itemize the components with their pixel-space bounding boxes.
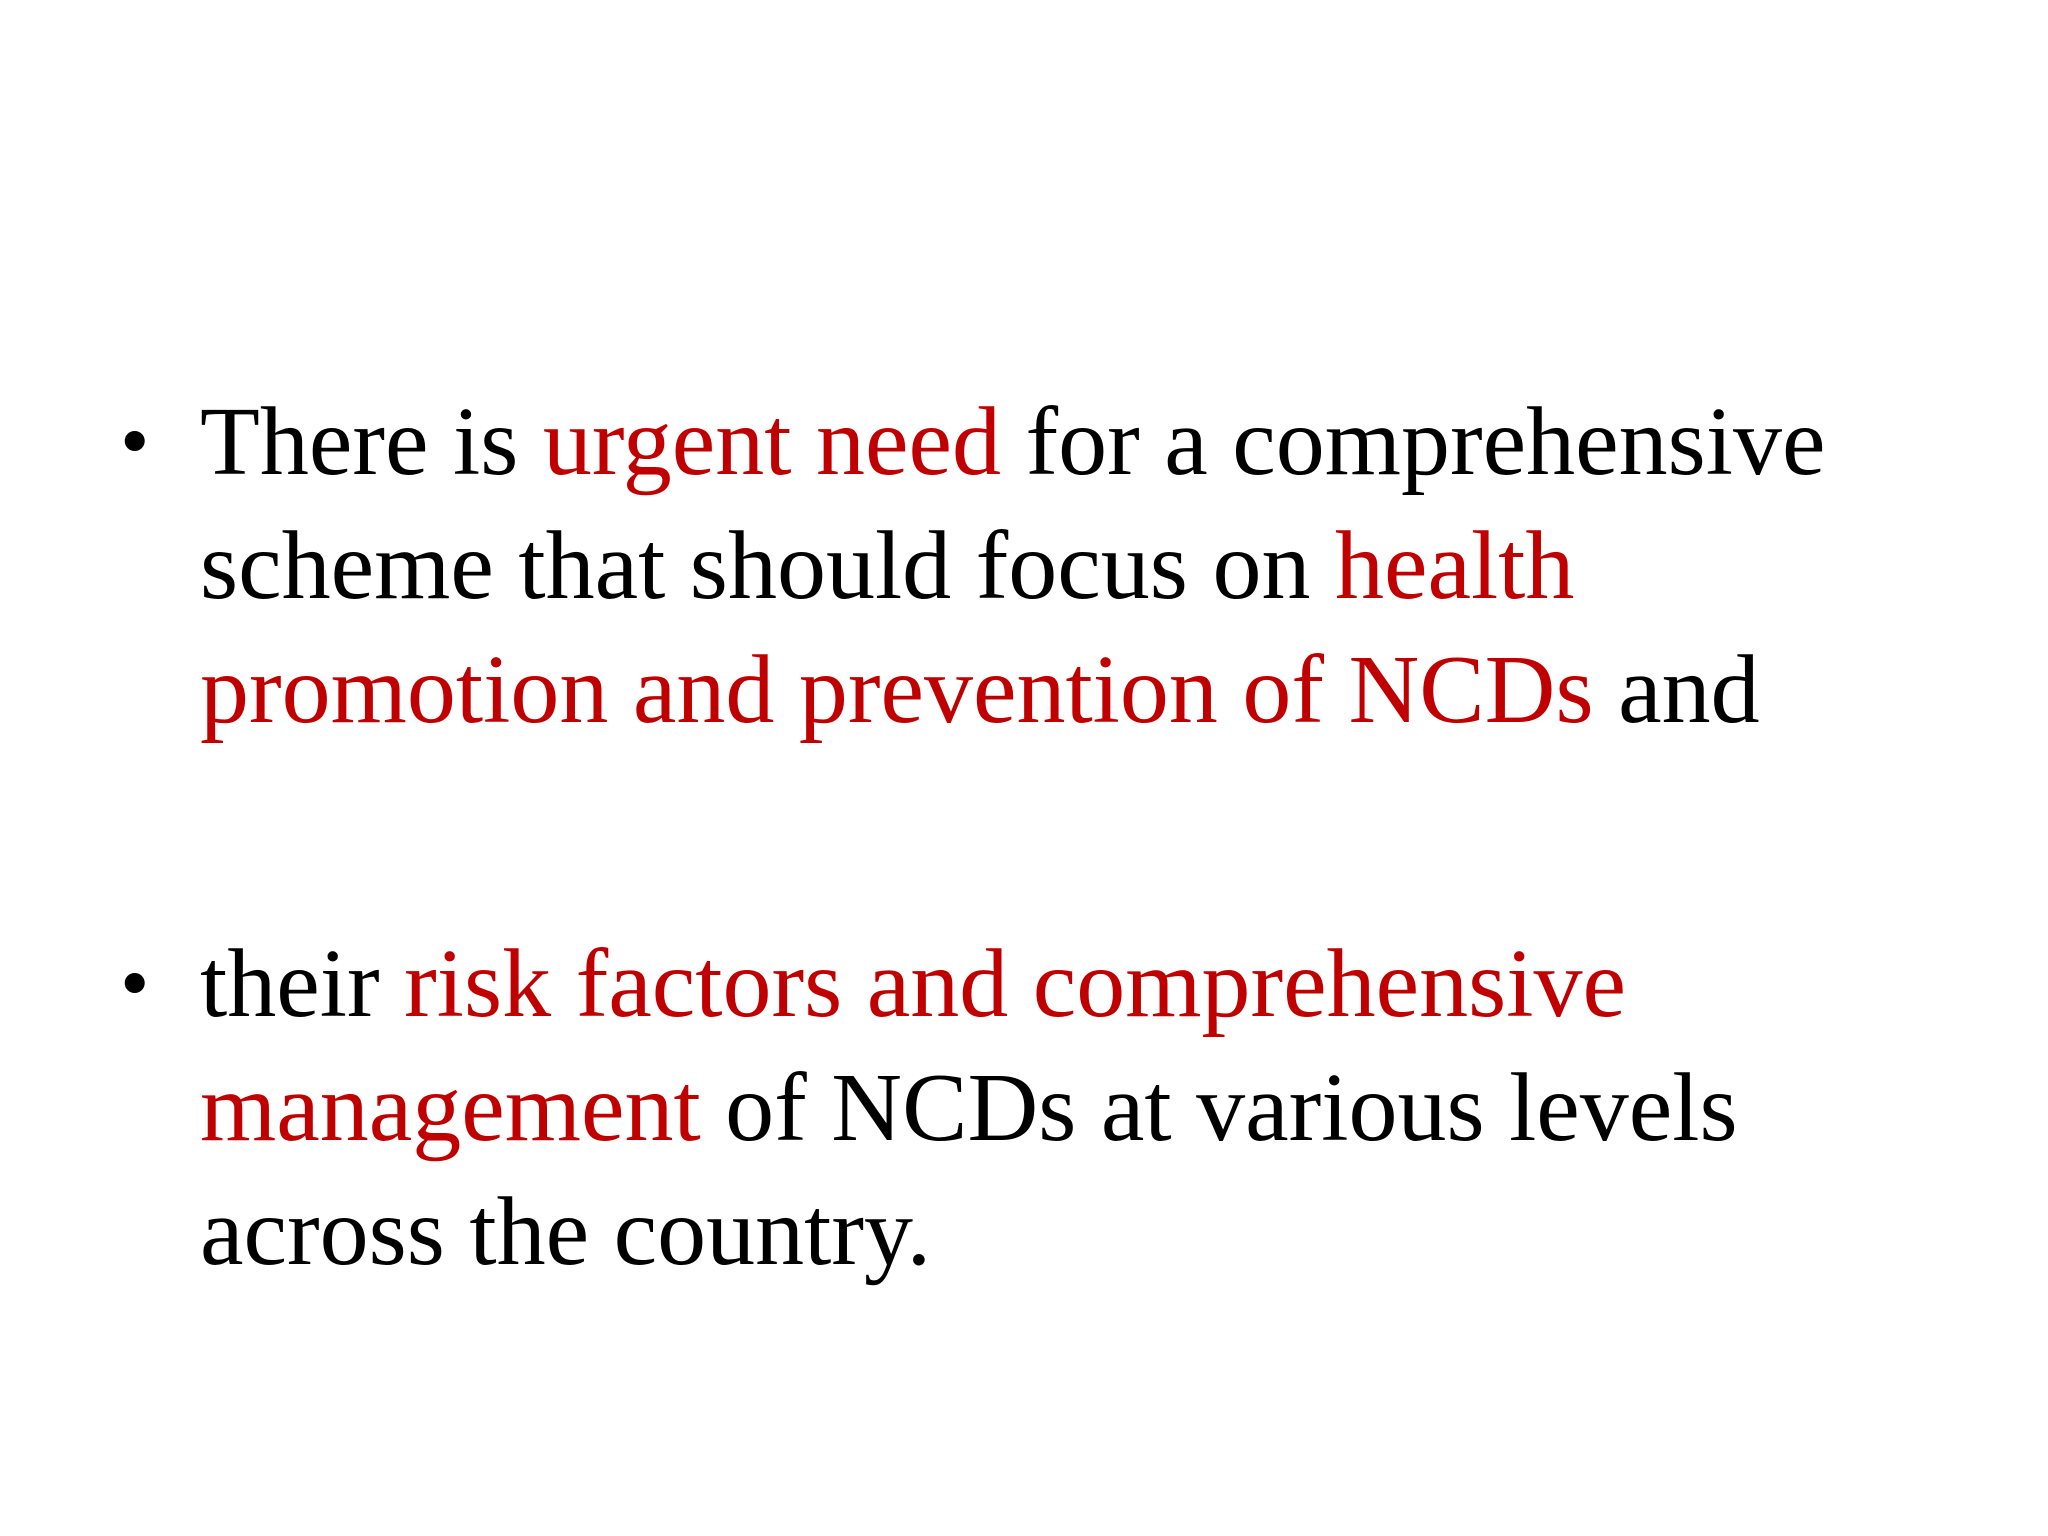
text-run: across the country.	[200, 1178, 932, 1286]
bullet-2-line-1	[200, 922, 1960, 1046]
highlight-text: management	[200, 1054, 701, 1162]
bullet-item-2	[120, 922, 1960, 1294]
text-run: There is	[200, 388, 543, 496]
text-run: their	[200, 930, 405, 1038]
text-run: for a comprehensive	[1000, 388, 1826, 496]
bullet-2-line-3	[200, 1170, 1960, 1294]
text-run: of NCDs at various levels	[700, 1054, 1738, 1162]
bullet-1-line-2	[200, 504, 1960, 628]
highlight-text: risk factors and comprehensive	[404, 930, 1626, 1038]
text-run: and	[1593, 636, 1760, 744]
highlight-text: promotion and prevention of NCDs	[200, 636, 1594, 744]
highlight-text: health	[1334, 512, 1575, 620]
bullet-1-line-3	[200, 628, 1960, 752]
text-run: scheme that should focus on	[200, 512, 1335, 620]
bullet-marker: •	[120, 937, 150, 1030]
bullet-1-line-1	[200, 380, 1960, 504]
bullet-2-line-2	[200, 1046, 1960, 1170]
bullet-marker: •	[120, 395, 150, 488]
bullet-item-1	[120, 380, 1960, 752]
highlight-text: urgent need	[542, 388, 1001, 496]
